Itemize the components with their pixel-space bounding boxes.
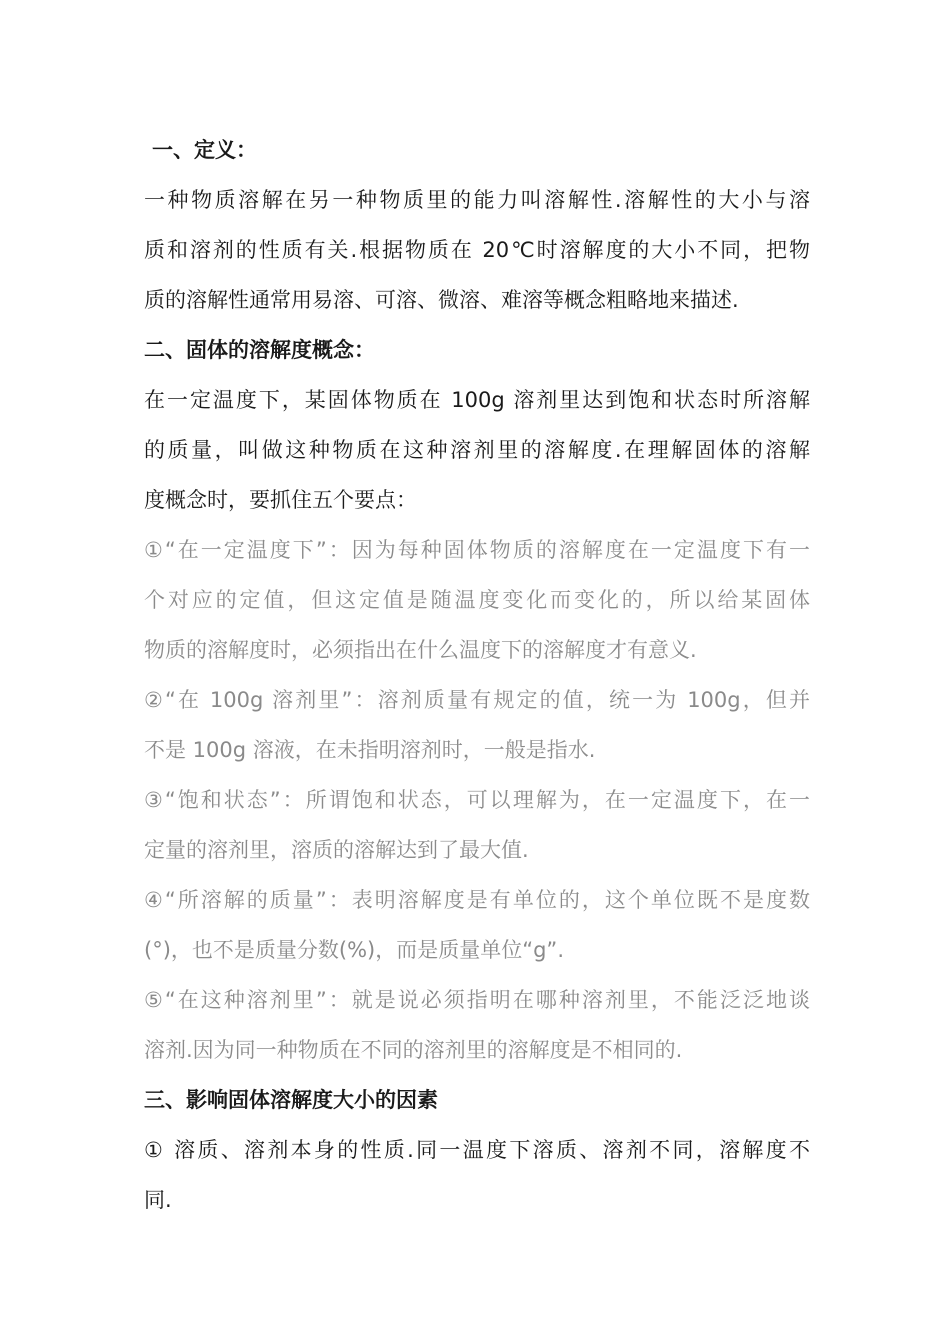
point-5-line-2: 溶剂.因为同一种物质在不同的溶剂里的溶解度是不相同的. [144,1038,683,1062]
section-2-line-3: 度概念时，要抓住五个要点： [144,488,417,512]
point-4-line-2: (°)，也不是质量分数(%)，而是质量单位“g”. [144,938,564,962]
section-3-line-2: 同. [144,1188,172,1212]
point-1-line-1: ①“在一定温度下”：因为每种固体物质的溶解度在一定温度下有一 [144,538,810,562]
point-2-line-2: 不是 100g 溶液，在未指明溶剂时，一般是指水. [144,738,596,762]
section-2-line-2: 的质量，叫做这种物质在这种溶剂里的溶解度.在理解固体的溶解 [144,438,810,462]
section-3-line-1: ① 溶质、溶剂本身的性质.同一温度下溶质、溶剂不同，溶解度不 [144,1138,810,1162]
point-5-line-1: ⑤“在这种溶剂里”：就是说必须指明在哪种溶剂里，不能泛泛地谈 [144,988,810,1012]
section-3-heading: 三、影响固体溶解度大小的因素 [144,1088,438,1112]
section-1-line-3: 质的溶解性通常用易溶、可溶、微溶、难溶等概念粗略地来描述. [144,288,739,312]
point-2-line-1: ②“在 100g 溶剂里”：溶剂质量有规定的值，统一为 100g，但并 [144,688,810,712]
point-1-line-3: 物质的溶解度时，必须指出在什么温度下的溶解度才有意义. [144,638,697,662]
point-3-line-1: ③“饱和状态”：所谓饱和状态，可以理解为，在一定温度下，在一 [144,788,810,812]
section-1-line-1: 一种物质溶解在另一种物质里的能力叫溶解性.溶解性的大小与溶 [144,188,810,212]
section-2-line-1: 在一定温度下，某固体物质在 100g 溶剂里达到饱和状态时所溶解 [144,388,810,412]
point-3-line-2: 定量的溶剂里，溶质的溶解达到了最大值. [144,838,529,862]
section-2-heading: 二、固体的溶解度概念： [144,338,375,362]
point-1-line-2: 个对应的定值，但这定值是随温度变化而变化的，所以给某固体 [144,588,810,612]
point-4-line-1: ④“所溶解的质量”：表明溶解度是有单位的，这个单位既不是度数 [144,888,810,912]
section-1-heading: 一、定义： [152,138,257,162]
section-1-line-2: 质和溶剂的性质有关.根据物质在 20℃时溶解度的大小不同，把物 [144,238,810,262]
